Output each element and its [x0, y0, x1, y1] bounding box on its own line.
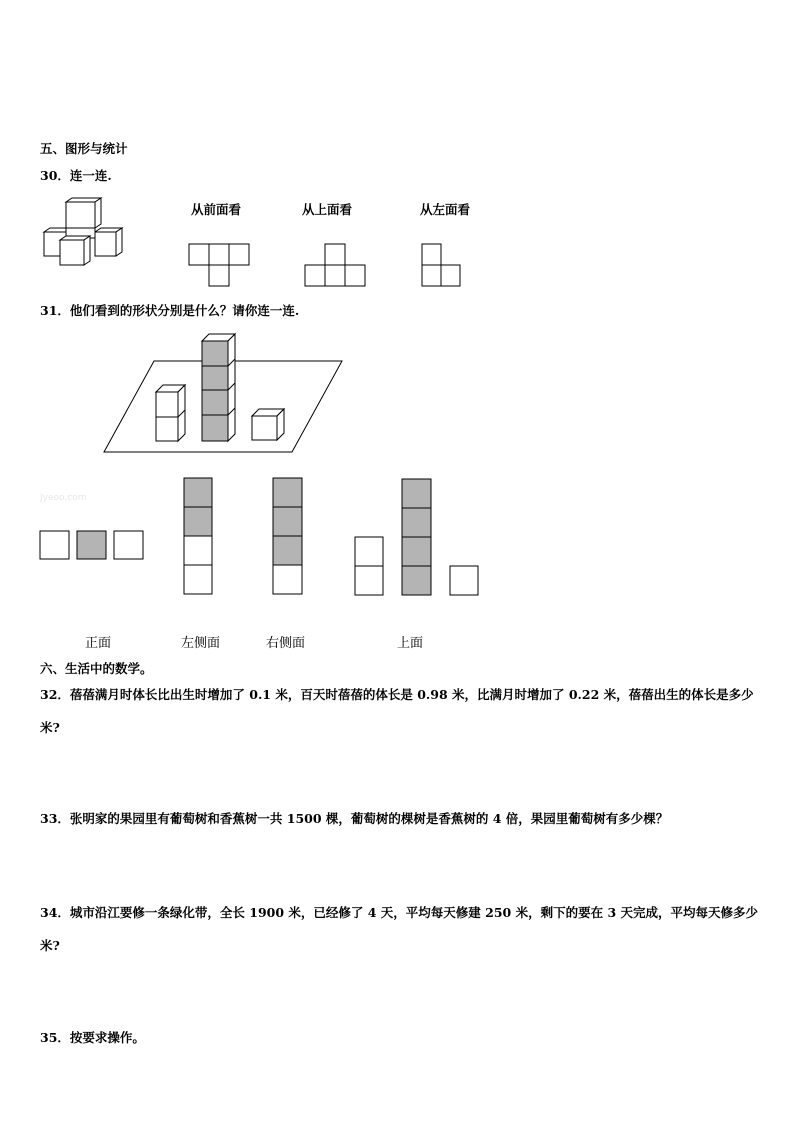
- q30-shape-inverted-t: [305, 244, 365, 288]
- view-label-left: 从左面看: [420, 202, 471, 217]
- question-33: 33．张明家的果园里有葡萄树和香蕉树一共 1500 棵，葡萄树的棵树是香蕉树的 4 倍，果园里葡萄树有多少棵？: [40, 811, 669, 826]
- question-30: 30．连一连.: [40, 168, 112, 183]
- section-title: 五、图形与统计: [40, 141, 128, 156]
- section-title: 六、生活中的数学。: [40, 661, 153, 676]
- watermark: Jyeoo.com: [40, 493, 87, 503]
- q31-view-options: [40, 477, 485, 597]
- q31-platform-scene: [104, 333, 344, 455]
- question-35: 35．按要求操作。: [40, 1030, 145, 1045]
- q30-shape-l: [422, 244, 462, 288]
- label-left-side: 左侧面: [181, 636, 221, 651]
- q30-shape-t: [189, 244, 249, 288]
- view-label-front: 从前面看: [191, 202, 242, 217]
- label-front: 正面: [85, 636, 112, 651]
- question-34: 34．城市沿江要修一条绿化带，全长 1900 米，已经修了 4 天，平均每天修建 250 米，剩下的要在 3 天完成，平均每天修多少米?: [40, 905, 758, 953]
- question-32: 32．蓓蓓满月时体长比出生时增加了 0.1 米，百天时蓓蓓的体长是 0.98 米，比满月时增加了 0.22 米，蓓蓓出生的体长是多少米?: [40, 687, 754, 735]
- view-label-top: 从上面看: [302, 202, 353, 217]
- label-top: 上面: [397, 636, 424, 651]
- label-right-side: 右侧面: [266, 636, 306, 651]
- q30-cube-figure: [40, 198, 130, 270]
- question-31: 31．他们看到的形状分别是什么？请你连一连.: [40, 303, 300, 318]
